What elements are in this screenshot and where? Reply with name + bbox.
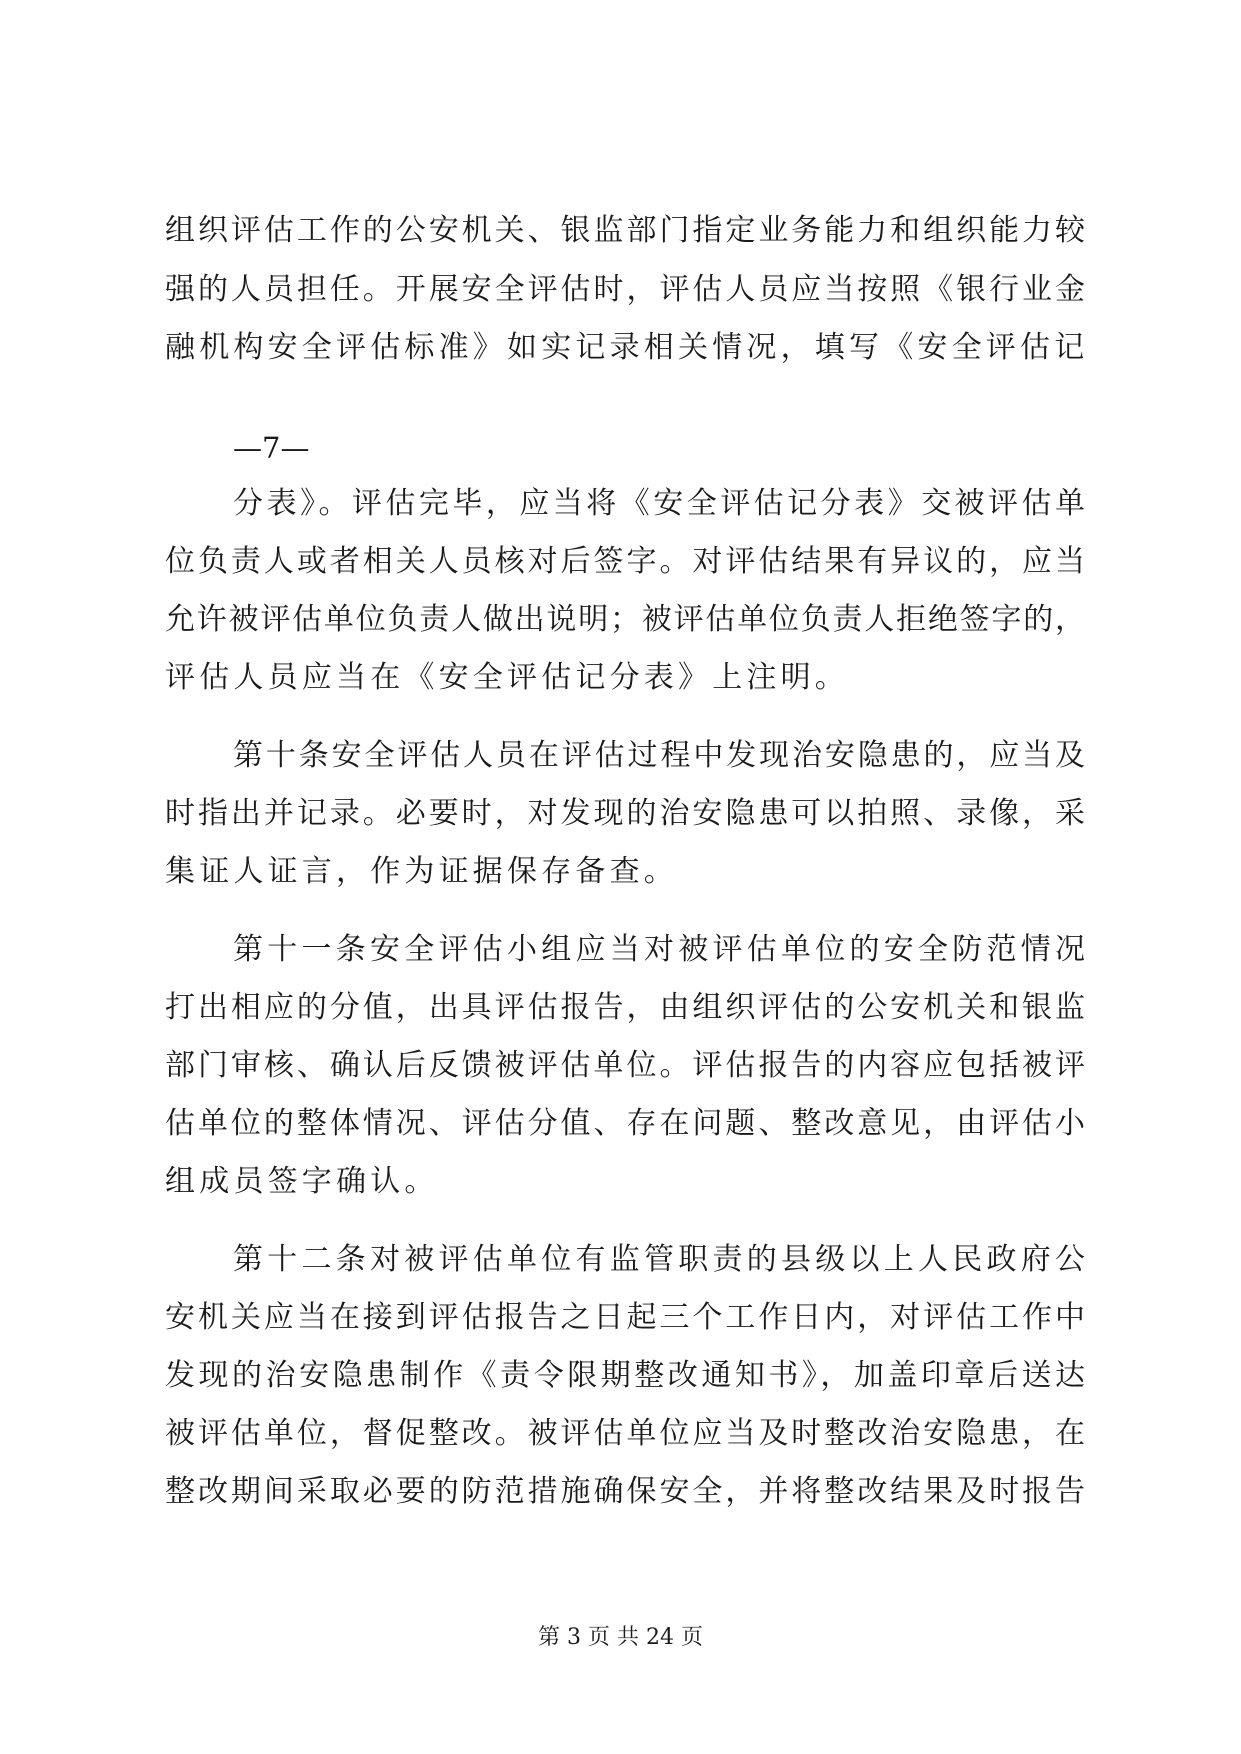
text-line: 安机关应当在接到评估报告之日起三个工作日内，对评估工作中 — [165, 1300, 1085, 1335]
text-line: 组成员签字确认。 — [165, 1164, 439, 1199]
text-line: 允许被评估单位负责人做出说明；被评估单位负责人拒绝签字的， — [165, 602, 1085, 637]
text-line: 位负责人或者相关人员核对后签字。对评估结果有异议的，应当 — [165, 544, 1085, 579]
text-line: 整改期间采取必要的防范措施确保安全，并将整改结果及时报告 — [165, 1474, 1085, 1509]
text-line: 组织评估工作的公安机关、银监部门指定业务能力和组织能力较 — [165, 213, 1085, 248]
text-line: 强的人员担任。开展安全评估时，评估人员应当按照《银行业金 — [165, 272, 1085, 307]
text-line: 融机构安全评估标准》如实记录相关情况，填写《安全评估记 — [165, 330, 1089, 365]
text-line: 第十一条安全评估小组应当对被评估单位的安全防范情况 — [233, 932, 1085, 967]
text-line: 被评估单位，督促整改。被评估单位应当及时整改治安隐患，在 — [165, 1416, 1085, 1451]
text-line: 时指出并记录。必要时，对发现的治安隐患可以拍照、录像，采 — [165, 796, 1085, 831]
text-line: 第十条安全评估人员在评估过程中发现治安隐患的，应当及 — [233, 738, 1085, 773]
text-line: 第十二条对被评估单位有监管职责的县级以上人民政府公 — [233, 1242, 1085, 1277]
text-line: 部门审核、确认后反馈被评估单位。评估报告的内容应包括被评 — [165, 1048, 1085, 1083]
text-line: 发现的治安隐患制作《责令限期整改通知书》，加盖印章后送达 — [165, 1358, 1085, 1393]
text-line: 估单位的整体情况、评估分值、存在问题、整改意见，由评估小 — [165, 1106, 1085, 1141]
text-line: 集证人证言，作为证据保存备查。 — [165, 854, 678, 889]
text-line: 分表》。评估完毕，应当将《安全评估记分表》交被评估单 — [233, 486, 1085, 521]
text-line: 评估人员应当在《安全评估记分表》上注明。 — [165, 660, 849, 695]
page-footer: 第 3 页 共 24 页 — [538, 1625, 703, 1650]
text-line: 打出相应的分值，出具评估报告，由组织评估的公安机关和银监 — [165, 990, 1085, 1025]
embedded-page-number: —7— — [233, 431, 310, 465]
